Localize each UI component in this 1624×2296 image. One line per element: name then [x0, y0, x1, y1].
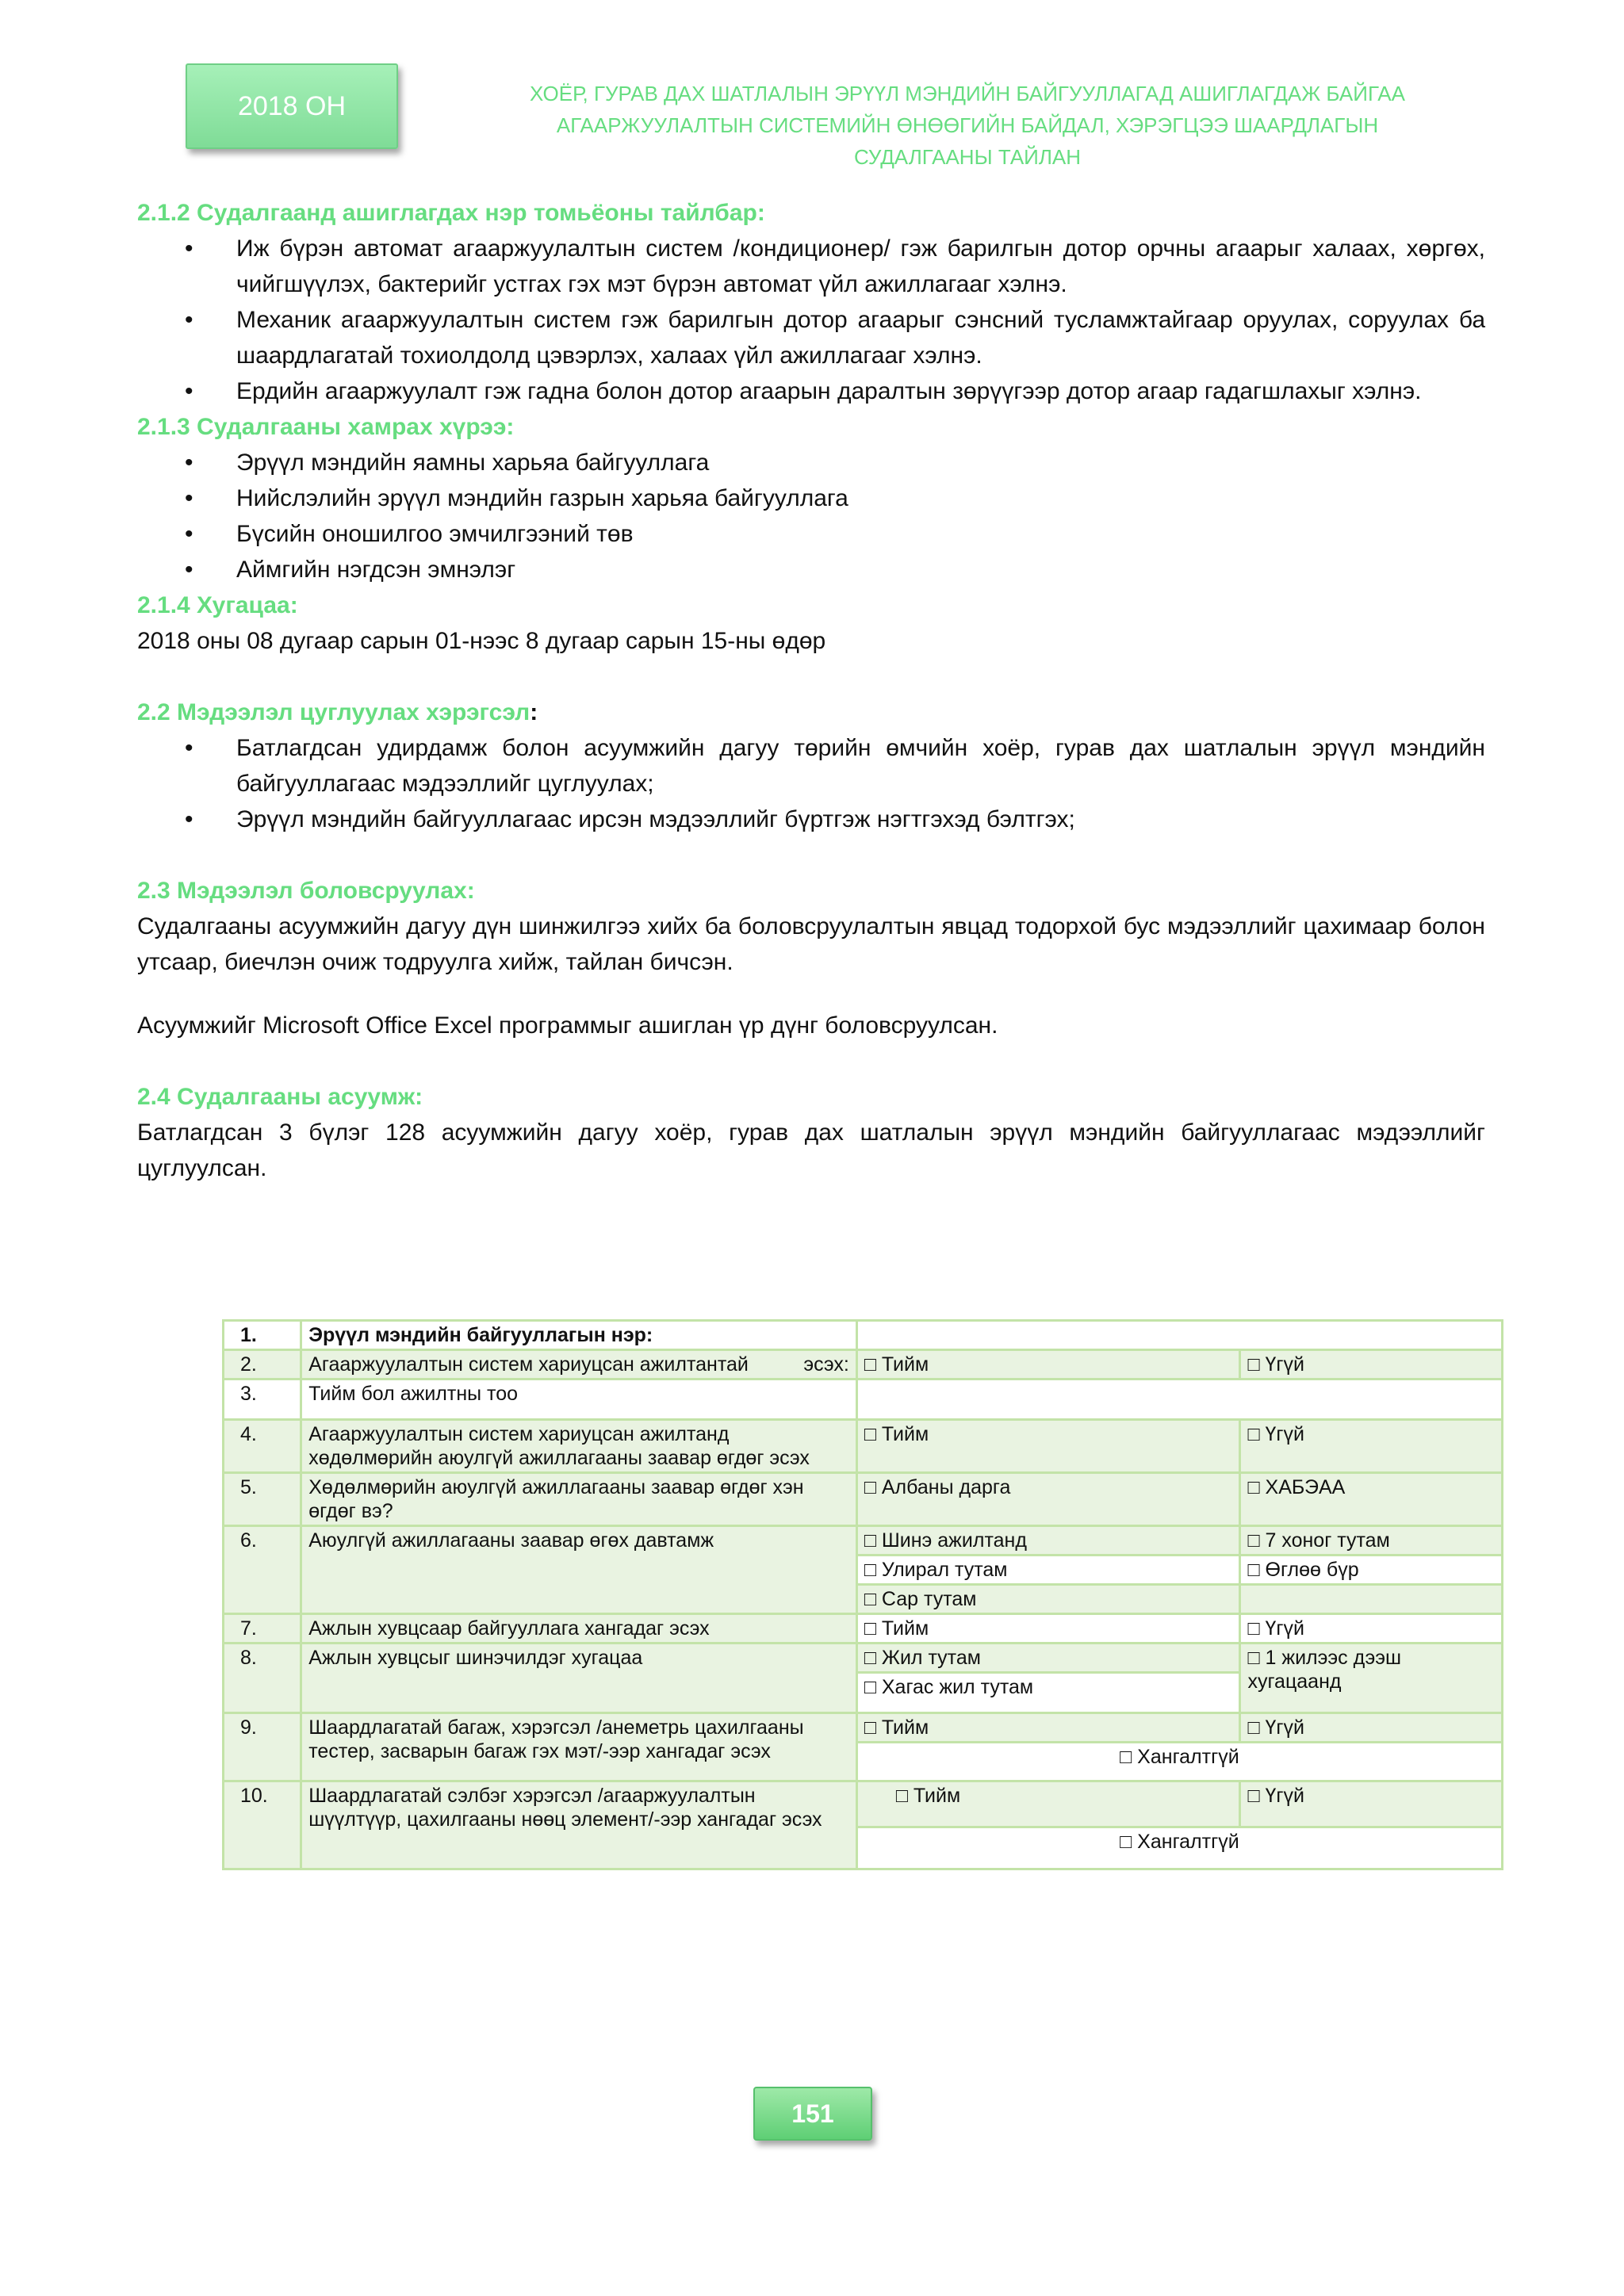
question-cell: Ажлын хувцсыг шинэчилдэг хугацаа: [301, 1644, 857, 1713]
heading-2-2-colon: :: [530, 699, 538, 725]
question-cell: Эрүүл мэндийн байгууллагын нэр:: [301, 1321, 857, 1350]
list-item: • Ердийн агааржуулалт гэж гадна болон дотор агаарын даралтын зөрүүгээр дотор агаар гадагшлахыг хэлнэ.: [137, 373, 1485, 409]
heading-2-4: 2.4 Судалгааны асуумж:: [137, 1084, 423, 1110]
heading-2-3: 2.3 Мэдээлэл боловсруулах:: [137, 878, 475, 904]
question-cell: Шаардлагатай сэлбэг хэрэгсэл /агааржуулалтын шүүлтүүр, цахилгааны нөөц элемент/-ээр хангадаг эсэх: [301, 1781, 857, 1869]
survey-table: [222, 1319, 1503, 1870]
table-row: [224, 1380, 1503, 1420]
table-row: [224, 1526, 1503, 1556]
report-title-line1: ХОЁР, ГУРАВ ДАХ ШАТЛАЛЫН ЭРҮҮЛ МЭНДИЙН БАЙГУУЛЛАГАД АШИГЛАГДАЖ БАЙГАА: [530, 82, 1405, 105]
row-number: 1.: [224, 1321, 301, 1350]
option-cell[interactable]: □ Үгүй: [1240, 1350, 1503, 1380]
option-cell[interactable]: [856, 1781, 1240, 1827]
heading-2-2: [137, 695, 1485, 730]
list-item: • Механик агааржуулалтын систем гэж барилгын дотор агаарыг сэнсний тусламжтайгаар оруулах, соруулах ба шаардлагатай тохиолдолд цэвэрлэх, халаах үйл ажиллагааг хэлнэ.: [137, 302, 1485, 373]
table-row: [224, 1614, 1503, 1644]
table-row: [224, 1350, 1503, 1380]
main-content: [137, 195, 1485, 1186]
option-cell[interactable]: □ ХАБЭАА: [1240, 1473, 1503, 1526]
option-cell[interactable]: □ Улирал тутам: [856, 1556, 1240, 1585]
option-cell-empty: [1240, 1585, 1503, 1614]
period-text: 2018 оны 08 дугаар сарын 01-нээс 8 дугаар сарын 15-ны өдөр: [137, 628, 826, 654]
question-cell: Тийм бол ажилтны тоо: [301, 1380, 857, 1420]
option-cell[interactable]: □ Тийм: [856, 1420, 1240, 1473]
page-number: 151: [753, 2087, 872, 2141]
question-cell: Агааржуулалтын систем хариуцсан ажилтанд хөдөлмөрийн аюулгүй ажиллагааны заавар өгдөг эсэх: [301, 1420, 857, 1473]
option-cell[interactable]: □ 7 хоног тутам: [1240, 1526, 1503, 1556]
option-cell[interactable]: □ Өглөө бүр: [1240, 1556, 1503, 1585]
list-item: • Нийслэлийн эрүүл мэндийн газрын харьяа байгууллага: [137, 480, 1485, 516]
question-cell: Шаардлагатай багаж, хэрэгсэл /анеметрь цахилгааны тестер, засварын багаж гэх мэт/-ээр хангадаг эсэх: [301, 1713, 857, 1781]
row-number: 7.: [224, 1614, 301, 1644]
option-cell[interactable]: □ Үгүй: [1240, 1713, 1503, 1743]
processing-paragraph: Судалгааны асуумжийн дагуу дүн шинжилгээ хийх ба боловсруулалтын явцад тодорхой бус мэдээллийг цахимаар болон утсаар, биечлэн очиж тодруулга хийж, тайлан бичсэн.: [137, 913, 1485, 975]
table-row: [224, 1473, 1503, 1526]
row-number: 3.: [224, 1380, 301, 1420]
heading-2-2-text: 2.2 Мэдээлэл цуглуулах хэрэгсэл: [137, 699, 530, 725]
option-cell[interactable]: □ Жил тутам: [856, 1644, 1240, 1673]
row-number: 5.: [224, 1473, 301, 1526]
excel-paragraph: Асуумжийг Microsoft Office Excel программыг ашиглан үр дүнг боловсруулсан.: [137, 1012, 998, 1039]
option-cell[interactable]: □ Тийм: [856, 1614, 1240, 1644]
table-row: [224, 1713, 1503, 1743]
question-text: Агааржуулалтын систем хариуцсан ажилтантай: [308, 1353, 749, 1376]
list-item: • Иж бүрэн автомат агааржуулалтын систем /кондиционер/ гэж барилгын дотор орчны агаарыг халаах, хөргөх, чийгшүүлэх, бактерийг устгах гэх мэт бүрэн автомат үйл ажиллагааг хэлнэ.: [137, 231, 1485, 302]
question-cell: Аюулгүй ажиллагааны заавар өгөх давтамж: [301, 1526, 857, 1614]
option-cell[interactable]: □ Хангалтгүй: [856, 1743, 1502, 1781]
option-cell[interactable]: □ Үгүй: [1240, 1420, 1503, 1473]
option-cell[interactable]: □ Сар тутам: [856, 1585, 1240, 1614]
list-item: • Эрүүл мэндийн яамны харьяа байгууллага: [137, 445, 1485, 480]
option-cell[interactable]: □ Тийм: [856, 1713, 1240, 1743]
report-title-line2: АГААРЖУУЛАЛТЫН СИСТЕМИЙН ӨНӨӨГИЙН БАЙДАЛ, ХЭРЭГЦЭЭ ШААРДЛАГЫН: [556, 113, 1379, 137]
option-cell[interactable]: □ Үгүй: [1240, 1614, 1503, 1644]
table-row: [224, 1420, 1503, 1473]
collection-list: [137, 730, 1485, 837]
row-number: 10.: [224, 1781, 301, 1869]
list-item: • Эрүүл мэндийн байгууллагаас ирсэн мэдээллийг бүртгэж нэгтгэхэд бэлтгэх;: [137, 802, 1485, 837]
questionnaire-paragraph: Батлагдсан 3 бүлэг 128 асуумжийн дагуу хоёр, гурав дах шатлалын эрүүл мэндийн байгууллагаас мэдээллийг цуглуулсан.: [137, 1119, 1485, 1181]
table-row: [224, 1781, 1503, 1827]
option-cell[interactable]: □ Албаны дарга: [856, 1473, 1240, 1526]
list-item: • Бүсийн оношилгоо эмчилгээний төв: [137, 516, 1485, 552]
question-cell: Хөдөлмөрийн аюулгүй ажиллагааны заавар өгдөг хэн өгдөг вэ?: [301, 1473, 857, 1526]
option-cell[interactable]: □ Хагас жил тутам: [856, 1673, 1240, 1713]
option-cell[interactable]: □ 1 жилээс дээш хугацаанд: [1240, 1644, 1503, 1713]
heading-2-1-3: 2.1.3 Судалгааны хамрах хүрээ:: [137, 414, 515, 440]
row-number: 6.: [224, 1526, 301, 1614]
row-number: 9.: [224, 1713, 301, 1781]
option-cell[interactable]: □ Үгүй: [1240, 1781, 1503, 1827]
row-number: 2.: [224, 1350, 301, 1380]
row-number: 4.: [224, 1420, 301, 1473]
table-row: [224, 1321, 1503, 1350]
option-cell[interactable]: □ Хангалтгүй: [856, 1827, 1502, 1869]
row-number: 8.: [224, 1644, 301, 1713]
option-cell[interactable]: □ Тийм: [856, 1350, 1240, 1380]
list-item: • Аймгийн нэгдсэн эмнэлэг: [137, 552, 1485, 587]
scope-list: [137, 445, 1485, 587]
question-cell: Ажлын хувцсаар байгууллага хангадаг эсэх: [301, 1614, 857, 1644]
report-title-line3: СУДАЛГААНЫ ТАЙЛАН: [853, 145, 1082, 169]
report-title: [444, 78, 1491, 173]
option-cell[interactable]: □ Шинэ ажилтанд: [856, 1526, 1240, 1556]
option-text: □ Тийм: [895, 1785, 961, 1807]
terms-list: [137, 231, 1485, 409]
question-tail: эсэх:: [803, 1353, 849, 1376]
answer-cell[interactable]: [856, 1321, 1502, 1350]
question-cell: [301, 1350, 857, 1380]
heading-2-1-2: 2.1.2 Судалгаанд ашиглагдах нэр томьёоны тайлбар:: [137, 200, 765, 226]
heading-2-1-4: 2.1.4 Хугацаа:: [137, 592, 298, 618]
table-row: [224, 1644, 1503, 1673]
year-badge: 2018 ОН: [186, 63, 398, 149]
list-item: • Батлагдсан удирдамж болон асуумжийн дагуу төрийн өмчийн хоёр, гурав дах шатлалын эрүүл мэндийн байгууллагаас мэдээллийг цуглуулах;: [137, 730, 1485, 802]
answer-cell[interactable]: [856, 1380, 1502, 1420]
